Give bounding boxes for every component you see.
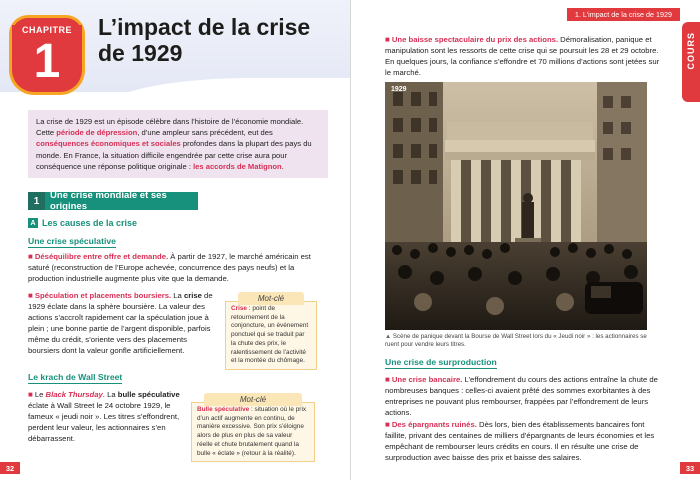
chapter-badge-number: 1 [33, 35, 61, 88]
subhead-surproduction: Une crise de surproduction [385, 357, 497, 367]
bullet-square-icon: ■ [385, 420, 390, 429]
motcle-term: Bulle spéculative [197, 406, 250, 413]
chapter-badge-label: CHAPITRE [12, 25, 82, 35]
intro-box [28, 110, 328, 178]
bullet-square-icon: ■ [28, 390, 33, 399]
photo-year: 1929 [391, 86, 407, 93]
bullet-term: Spéculation et placements boursiers. [34, 291, 172, 300]
intro-highlight: les accords de Matignon [193, 161, 282, 171]
intro-highlight: conséquences économiques et sociales [36, 139, 181, 149]
intro-text: , d’une ampleur sans précédent, eut des [137, 128, 273, 138]
cours-tab-label: COURS [686, 32, 696, 70]
bullet-term: Une baisse spectaculaire du prix des actions. [391, 35, 559, 44]
bullet-bold: bulle spéculative [117, 390, 180, 399]
motcle-tab: Mot-clé [238, 292, 304, 305]
bullet-text: Démoralisation, panique et manipulation sont les ressorts de cette crise qui se poursuit les 28 et 29 octobre. En quelques jours, la confiance s’effondre et 70 millions d’actions sont jetées sur le marché. [385, 35, 660, 77]
chapter-title: L’impact de la crise de 1929 [98, 14, 311, 66]
bullet-speculation [28, 290, 218, 356]
intro-text: profondes dans la plupart des pays du monde. En France, la situation difficile engendrée par cette crise aura pour conséquence une réponse politique originale : [36, 139, 312, 171]
section-title: Une crise mondiale et ses origines [50, 190, 167, 212]
bullet-epargnants [385, 419, 665, 463]
intro-text: . [281, 161, 284, 171]
caption-triangle-icon: ▲ [385, 333, 393, 340]
motcle-tab: Mot-clé [204, 393, 302, 406]
section-number: 1 [28, 192, 45, 210]
bullet-term: Déséquilibre entre offre et demande. [34, 252, 169, 261]
bullet-square-icon: ■ [385, 375, 390, 384]
motcle-text: : situation où le prix d’un actif augmente en continu, de manière excessive. Son prix s’éloigne alors de plus en plus de sa valeur réelle et chute brutalement quand la bulle « éclate » (retour à la réalité). [197, 406, 307, 457]
intro-highlight: période de dépression [56, 128, 138, 138]
bullet-term: Une crise bancaire. [391, 375, 463, 384]
bullet-text: de 1929 éclate dans la sphère boursière. La valeur des actions s’accroît rapidement car la spéculation joue à plein ; une bonne partie de l’argent disponible, parfois même du crédit, s’oriente vers des placements boursiers dont la valeur gonfle artificiellement. [28, 291, 213, 355]
wall-street-photo-illustration [385, 82, 647, 330]
motcle-box-crise [225, 294, 317, 370]
bullet-term: Black Thursday [45, 390, 103, 399]
subsection-letter: A [28, 218, 38, 228]
bullet-text: . La [102, 390, 118, 399]
bullet-baisse-prix [385, 34, 661, 78]
caption-text: Scène de panique devant la Bourse de Wall Street lors du « Jeudi noir » : les actionnaires se ruent pour vendre leurs titres. [385, 333, 647, 348]
bullet-square-icon: ■ [28, 291, 33, 300]
bullet-text: éclate à Wall Street le 24 octobre 1929, le fameux « jeudi noir ». Les titres s’effondrent, perdent leur valeur, les actionnaires s’en débarrassent. [28, 401, 180, 443]
bullet-text: Dès lors, bien des établissements bancaires font faillite, privant des centaines de milliers d’épargnants de leurs économies et les empêchant de rembourser leurs crédits en cours. Il en résulte une crise de surproduction avec baisse des prix et baisse des salaires. [385, 420, 655, 462]
bullet-text: À partir de 1927, le marché américain est saturé (reconstruction de l’Europe achevée, concurrence des pays neufs) et la production industrielle augmente plus vite que la demande. [28, 252, 311, 283]
page-number-right: 33 [680, 462, 700, 474]
motcle-text: : point de retournement de la conjoncture, un événement ponctuel qui se traduit par la chute des prix, le ralentissement de l’activité et la montée du chômage. [231, 305, 309, 365]
photo-caption [385, 333, 655, 349]
bullet-text: L’effondrement du cours des actions entraîne la chute de nombreuses banques : celles-ci avaient prêté des sommes exorbitantes à des entreprises ne pouvant plus rembourser, frappées par l’effondrement de leurs actions. [385, 375, 658, 417]
motcle-term: Crise [231, 305, 247, 312]
subsection-heading [28, 218, 137, 228]
subsection-title: Les causes de la crise [42, 218, 138, 228]
bullet-text: La [171, 291, 184, 300]
running-head: 1. L’impact de la crise de 1929 [567, 8, 680, 21]
bullet-square-icon: ■ [385, 35, 390, 44]
wall-street-photo [385, 82, 647, 330]
bullet-square-icon: ■ [28, 252, 33, 261]
subhead-krach: Le krach de Wall Street [28, 372, 123, 382]
intro-text: La crise de 1929 est un épisode célèbre dans l’histoire de l’économie mondiale. Cette [36, 117, 304, 138]
bullet-black-thursday [28, 389, 188, 444]
section-heading [28, 192, 198, 210]
bullet-text: Le [34, 390, 46, 399]
right-page [350, 0, 700, 480]
cours-tab[interactable] [682, 22, 700, 102]
bullet-offer-demand [28, 251, 328, 284]
bullet-crise-bancaire [385, 374, 665, 418]
bullet-bold: crise [183, 291, 202, 300]
chapter-badge [12, 18, 82, 92]
bullet-term: Des épargnants ruinés. [391, 420, 477, 429]
motcle-box-bulle [191, 395, 315, 462]
subhead-speculative: Une crise spéculative [28, 236, 116, 246]
page-number-left: 32 [0, 462, 20, 474]
